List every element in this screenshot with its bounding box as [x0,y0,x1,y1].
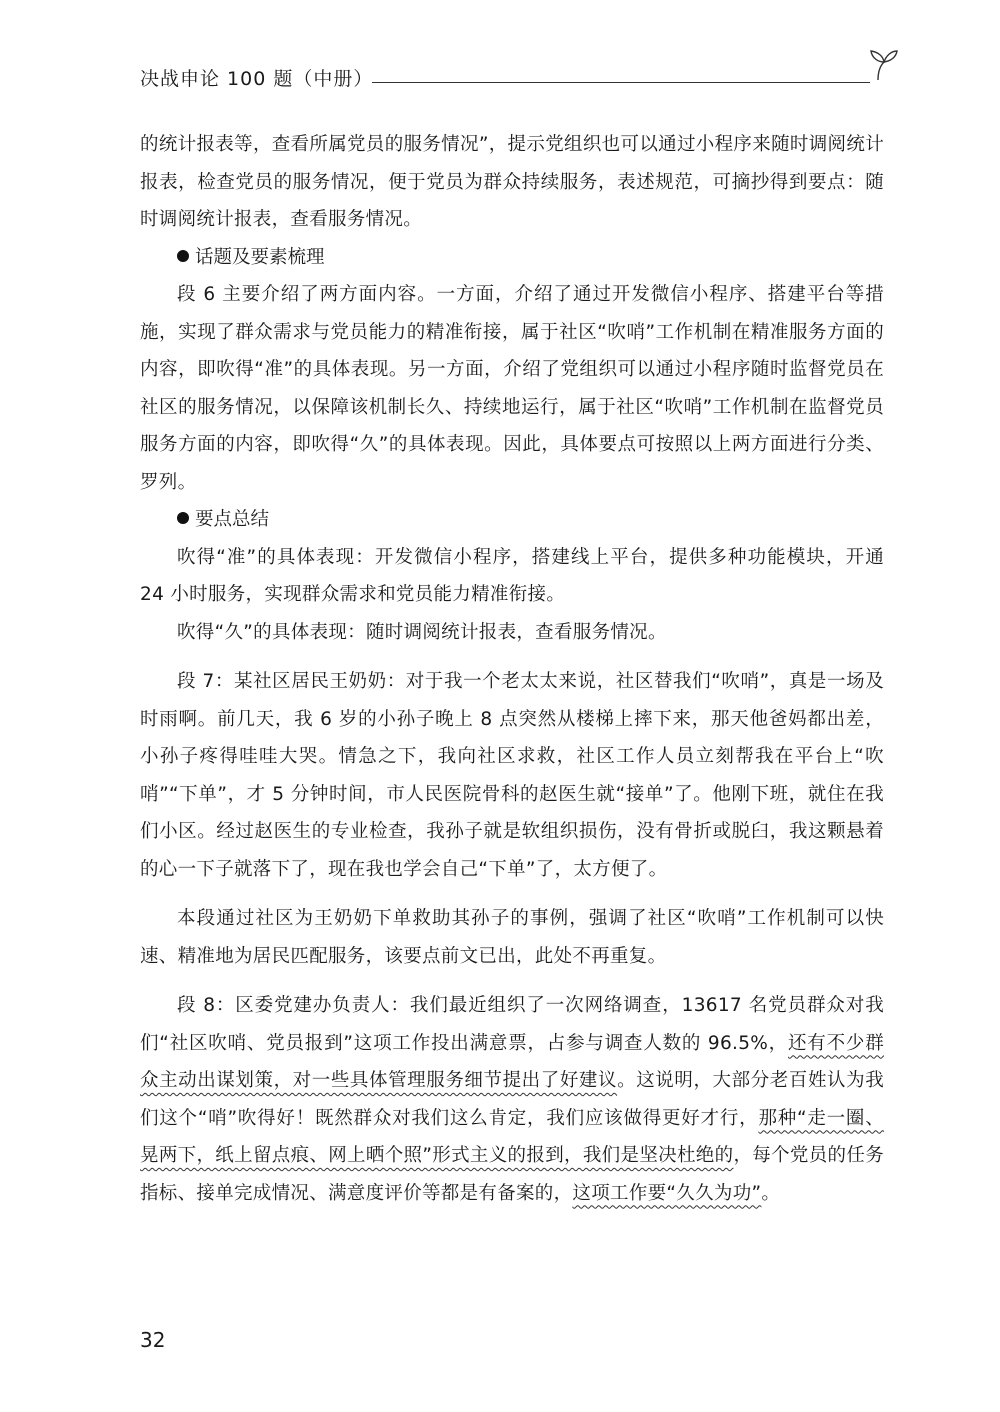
header-rule [372,82,870,83]
text-run: 段 6 主要介绍了两方面内容。一方面，介绍了通过开发微信小程序、搭建平台等措施，实现了群众需求与党员能力的精准衔接，属于社区“吹哨”工作机制在精准服务方面的内容，即吹得“准”的具体表现。另一方面，介绍了党组织可以通过小程序随时监督党员在社区的服务情况，以保障该机制长久、持续地运行，属于社区“吹哨”工作机制在监督党员服务方面的内容，即吹得“久”的具体表现。因此，具体要点可按照以上两方面进行分类、罗列。 [140,284,884,493]
text-run: 。 [761,1182,781,1204]
section-gap [140,651,884,663]
underlined-text: 那种“走一圈、晃两下，纸上留点痕、网上晒个照”形式主义的报到，我们是坚决杜绝的 [140,1107,885,1166]
paragraph [140,126,884,239]
bullet-icon [177,250,189,262]
section-gap [140,888,884,900]
page-body [140,126,884,1212]
underlined-text: 还有不少群众主动出谋划策，对一些具体管理服务细节提出了好建议 [140,1032,884,1091]
paragraph [140,900,884,975]
text-run: 段 8：区委党建办负责人：我们最近组织了一次网络调查，13617 名党员群众对我们“社区吹哨、党员报到”这项工作投出满意票，占参与调查人数的 96.5%， [140,995,884,1054]
section-heading [140,501,884,539]
text-run: 段 7：某社区居民王奶奶：对于我一个老太太来说，社区替我们“吹哨”，真是一场及时雨啊。前几天，我 6 岁的小孙子晚上 8 点突然从楼梯上摔下来，那天他爸妈都出差，小孙子疼得哇哇大哭。情急之下，我向社区求救，社区工作人员立刻帮我在平台上“吹哨”“下单”，才 5 分钟时间，市人民医院骨科的赵医生就“接单”了。他刚下班，就住在我们小区。经过赵医生的专业检查，我孙子就是软组织损伤，没有骨折或脱臼，我这颗悬着的心一下子就落下了，现在我也学会自己“下单”了，太方便了。 [140,671,884,880]
book-title: 决战申论 100 题（中册） [140,68,374,90]
text-run: 。这说明，大部分老百姓认为我们这个“哨”吹得好！既然群众对我们这么肯定，我们应该做得更好才行， [140,1070,884,1129]
section-gap [140,975,884,987]
text-run: 吹得“久”的具体表现：随时调阅统计报表，查看服务情况。 [177,621,667,643]
underlined-text: 这项工作要“久久为功” [572,1182,762,1204]
section-heading-label: 要点总结 [195,509,270,530]
paragraph [140,987,884,1212]
text-run: 本段通过社区为王奶奶下单救助其孙子的事例，强调了社区“吹哨”工作机制可以快速、精准地为居民匹配服务，该要点前文已出，此处不再重复。 [140,908,884,967]
paragraph [140,663,884,888]
paragraph [140,276,884,501]
section-heading [140,239,884,277]
sprout-icon [864,46,900,82]
paragraph [140,539,884,614]
page-number: 32 [140,1328,166,1352]
text-run: 吹得“准”的具体表现：开发微信小程序，搭建线上平台，提供多种功能模块，开通 24 小时服务，实现群众需求和党员能力精准衔接。 [140,546,884,605]
bullet-icon [177,512,189,524]
text-run: 的统计报表等，查看所属党员的服务情况”，提示党组织也可以通过小程序来随时调阅统计报表，检查党员的服务情况，便于党员为群众持续服务，表述规范，可摘抄得到要点：随时调阅统计报表，查看服务情况。 [140,134,884,230]
running-header [140,62,900,102]
section-heading-label: 话题及要素梳理 [195,246,325,268]
paragraph [140,614,884,652]
text-run: ，每个党员的任务指标、接单完成情况、满意度评价等都是有备案的， [140,1145,885,1204]
